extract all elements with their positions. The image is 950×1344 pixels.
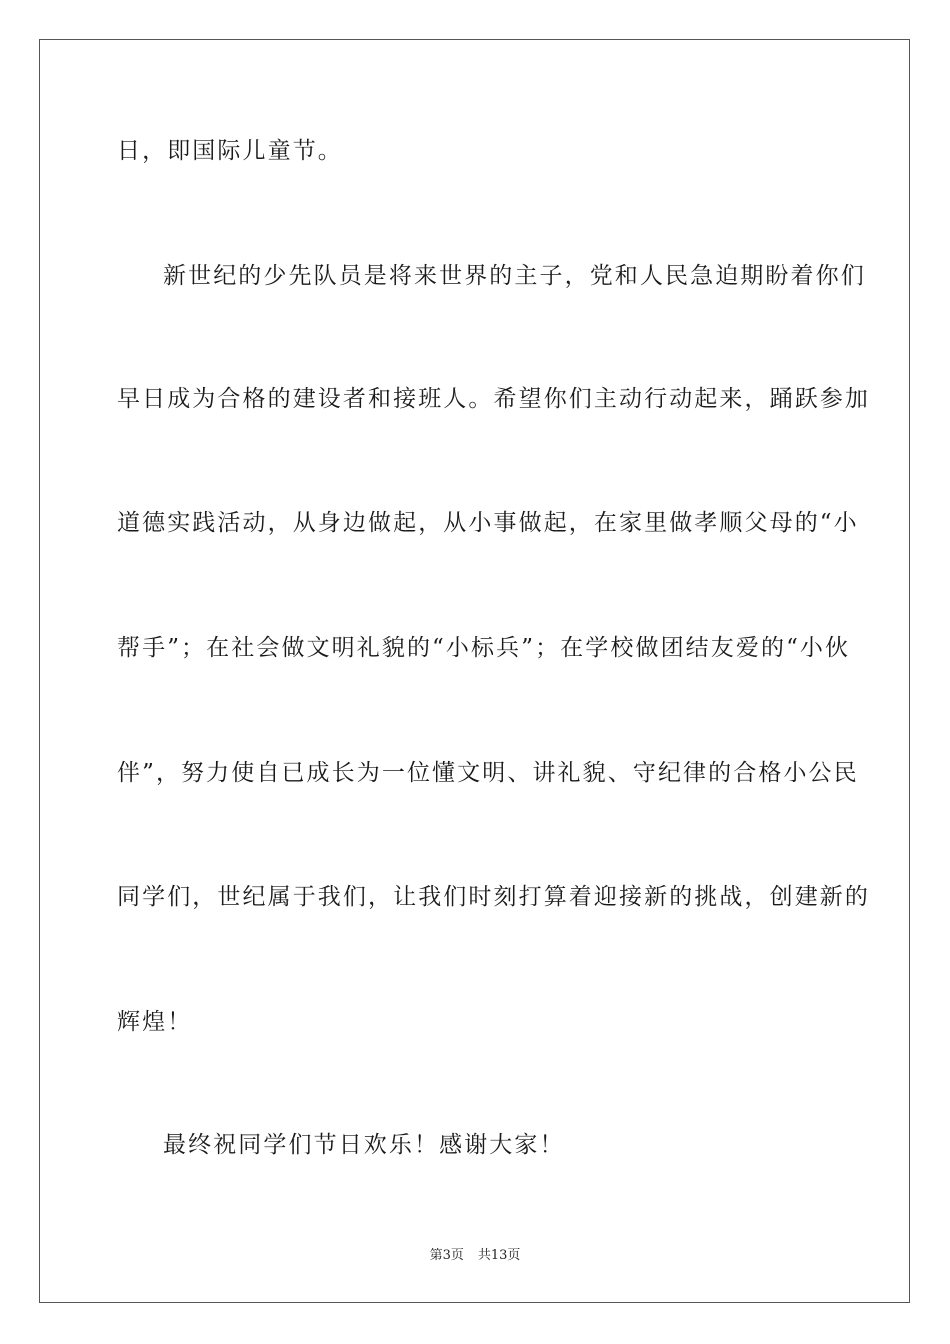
paragraph-line: 早日成为合格的建设者和接班人。希望你们主动行动起来，踊跃参加	[117, 386, 870, 412]
paragraph-line: 同学们，世纪属于我们，让我们时刻打算着迎接新的挑战，创建新的	[117, 884, 870, 910]
paragraph-line: 最终祝同学们节日欢乐！感谢大家！	[163, 1132, 565, 1158]
page-border	[39, 39, 910, 1303]
paragraph-line: 道德实践活动，从身边做起，从小事做起，在家里做孝顺父母的“小	[117, 510, 859, 536]
paragraph-line: 伴”，努力使自已成长为一位懂文明、讲礼貌、守纪律的合格小公民	[117, 760, 859, 786]
paragraph-line: 新世纪的少先队员是将来世界的主子，党和人民急迫期盼着你们	[163, 263, 866, 289]
page-footer	[0, 1248, 950, 1264]
paragraph-line: 帮手”；在社会做文明礼貌的“小标兵”；在学校做团结友爱的“小伙	[117, 635, 851, 661]
paragraph-line: 日，即国际儿童节。	[117, 138, 343, 164]
paragraph-line: 辉煌！	[117, 1009, 193, 1035]
page-number: 第3页	[429, 1248, 464, 1263]
page-total: 共13页	[477, 1248, 521, 1263]
